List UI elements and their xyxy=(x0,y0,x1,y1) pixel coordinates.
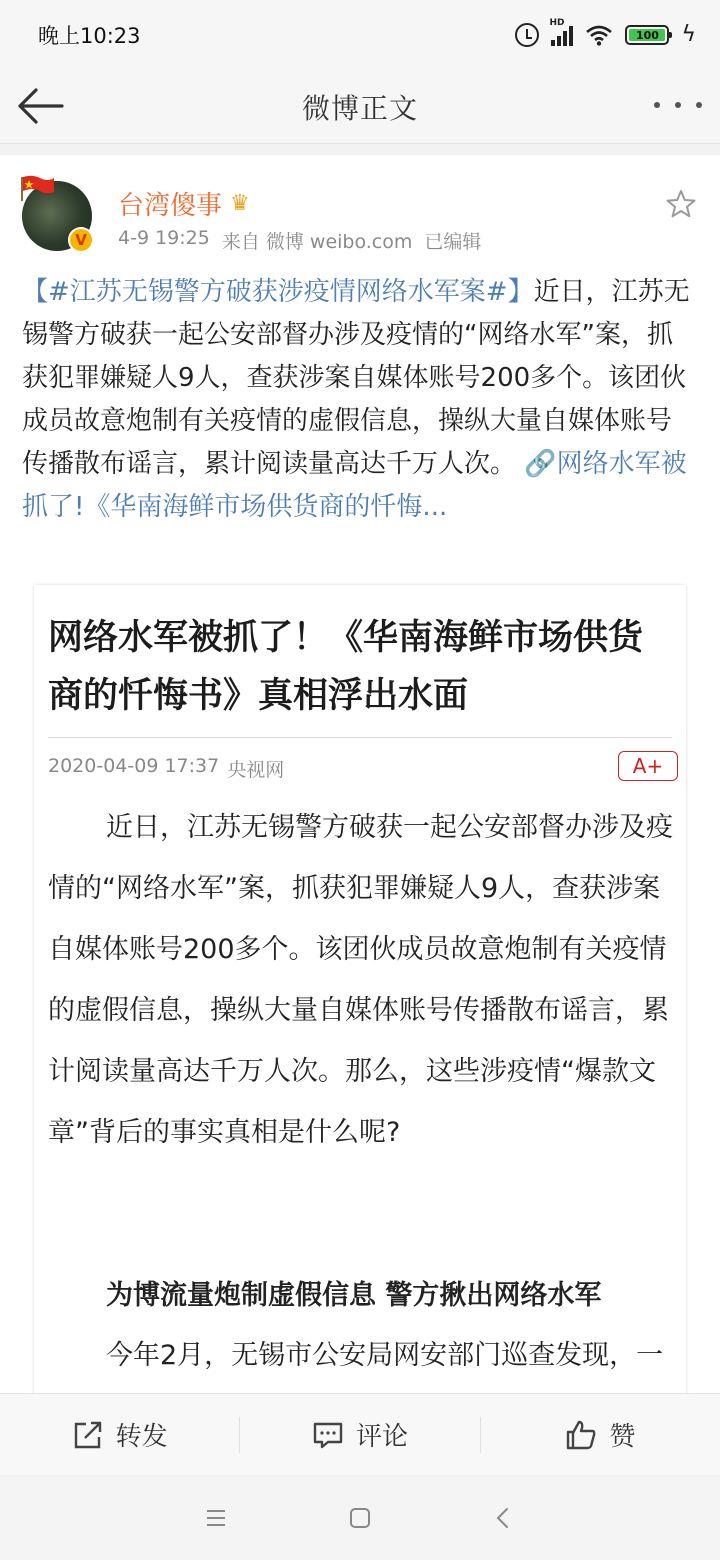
repost-label: 转发 xyxy=(115,1422,168,1452)
page-title: 微博正文 xyxy=(301,91,418,125)
post-meta xyxy=(118,227,481,254)
repost-icon xyxy=(72,1419,104,1451)
flag-icon xyxy=(20,175,56,201)
back-icon[interactable] xyxy=(491,1505,517,1531)
hashtag-link[interactable]: 【#江苏无锡警方破获涉疫情网络水军案#】 xyxy=(22,277,534,307)
back-arrow-icon[interactable] xyxy=(14,84,66,128)
like-button[interactable] xyxy=(481,1416,720,1453)
favorite-star-icon[interactable] xyxy=(666,189,696,219)
status-bar xyxy=(0,0,720,70)
font-size-button[interactable]: A+ xyxy=(618,751,678,781)
home-icon[interactable] xyxy=(347,1505,373,1531)
article-paragraph: 今年2月，无锡市公安局网安部门巡查发现，一 xyxy=(106,1340,664,1371)
article-source: 央视网 xyxy=(227,759,285,781)
article-link-text: 网络水军被抓了!《华南海鲜市场供货商的忏悔... xyxy=(22,449,687,522)
post-body xyxy=(22,271,692,529)
avatar[interactable] xyxy=(22,181,92,251)
charging-icon: ϟ xyxy=(681,22,696,47)
signal-icon xyxy=(549,18,573,46)
weibo-post xyxy=(0,155,720,1395)
post-text: 近日，江苏无锡警方破获一起公安部督办涉及疫情的“网络水军”案，抓获犯罪嫌疑人9人，查获涉案自媒体账号200多个。该团伙成员故意炮制有关疫情的虚假信息，操纵大量自媒体账号传播散布谣言，累计阅读量高达千万人次。 xyxy=(22,277,690,479)
author-line xyxy=(118,185,250,222)
system-nav-bar xyxy=(0,1475,720,1560)
article-date: 2020-04-09 17:37 xyxy=(48,755,220,777)
comment-label: 评论 xyxy=(355,1422,408,1452)
system-icons xyxy=(515,18,696,47)
article-meta xyxy=(48,755,284,782)
like-label: 赞 xyxy=(609,1422,636,1452)
post-date: 4-9 19:25 xyxy=(118,227,210,249)
article-preview[interactable] xyxy=(34,585,686,1395)
post-source: 来自 微博 weibo.com xyxy=(221,231,413,253)
article-subheading: 为博流量炮制虚假信息 警方揪出网络水军 xyxy=(106,1280,602,1311)
status-time: 晚上10:23 xyxy=(38,24,141,48)
thumbs-up-icon xyxy=(565,1419,597,1451)
more-options-icon[interactable] xyxy=(654,90,702,120)
comment-button[interactable] xyxy=(240,1416,479,1453)
crown-badge-icon: ♛ xyxy=(230,191,250,216)
verified-badge-icon: V xyxy=(68,227,94,253)
alarm-icon xyxy=(515,23,539,47)
battery-level: 100 xyxy=(629,29,665,41)
menu-icon[interactable] xyxy=(203,1505,229,1531)
action-bar xyxy=(0,1393,720,1475)
comment-icon xyxy=(312,1419,344,1451)
network-type-label: HD xyxy=(549,18,565,28)
article-paragraph: 近日，江苏无锡警方破获一起公安部督办涉及疫情的“网络水军”案，抓获犯罪嫌疑人9人，查获涉案自媒体账号200多个。该团伙成员故意炮制有关疫情的虚假信息，操纵大量自媒体账号传播散布谣言，累计阅读量高达千万人次。那么，这些涉疫情“爆款文章”背后的事实真相是什么呢? xyxy=(48,812,673,1148)
repost-button[interactable] xyxy=(0,1416,239,1453)
edited-label: 已编辑 xyxy=(424,231,482,253)
battery-icon xyxy=(625,25,669,45)
nav-header xyxy=(0,70,720,144)
wifi-icon xyxy=(585,24,613,46)
author-name[interactable]: 台湾傻事 xyxy=(118,191,223,221)
article-headline: 网络水军被抓了！《华南海鲜市场供货商的忏悔书》真相浮出水面 xyxy=(48,618,644,716)
link-icon: 🔗 xyxy=(524,449,557,479)
headline-divider xyxy=(48,737,672,738)
